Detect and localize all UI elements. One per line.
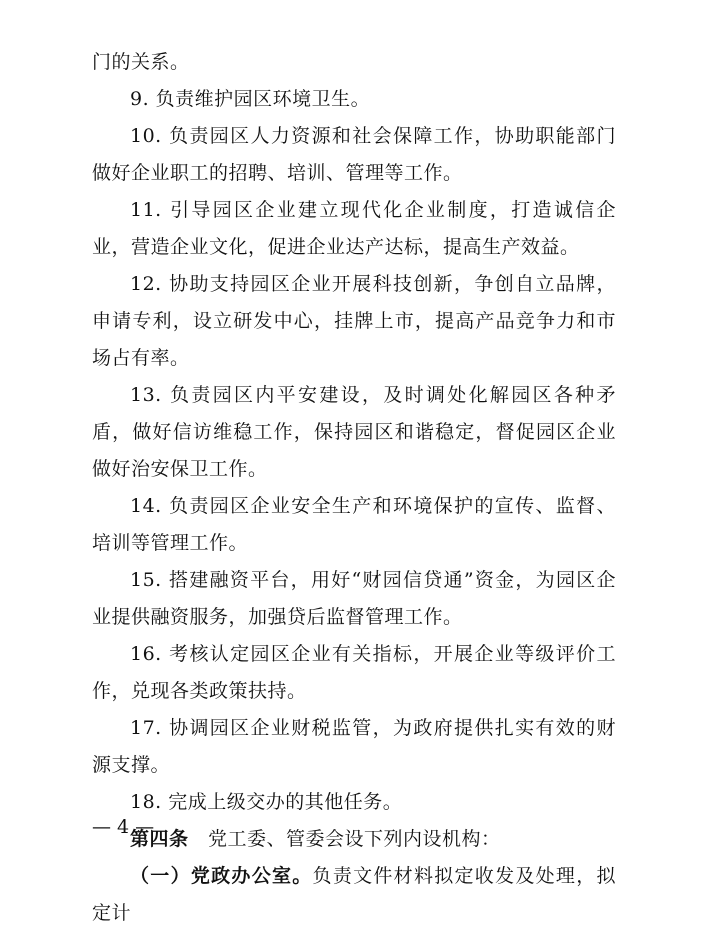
document-body: [92, 44, 616, 932]
section-1-heading: （一）党政办公室。: [130, 865, 313, 887]
paragraph-item-16: 16. 考核认定园区企业有关指标，开展企业等级评价工作，兑现各类政策扶持。: [92, 643, 616, 702]
paragraph-item-13: 13. 负责园区内平安建设，及时调处化解园区各种矛盾，做好信访维稳工作，保持园区和谐稳定，督促园区企业做好治安保卫工作。: [92, 384, 616, 480]
paragraph-item-18: 18. 完成上级交办的其他任务。: [130, 791, 403, 813]
section-1-paragraph: [92, 858, 616, 932]
paragraph-item-11: 11. 引导园区企业建立现代化企业制度，打造诚信企业，营造企业文化，促进企业达产达标，提高生产效益。: [92, 199, 616, 258]
article-4-text: 党工委、管委会设下列内设机构：: [188, 828, 501, 850]
paragraph-item-10: 10. 负责园区人力资源和社会保障工作，协助职能部门做好企业职工的招聘、培训、管理等工作。: [92, 125, 616, 184]
article-4-heading: 第四条: [130, 828, 189, 850]
paragraph-item-9: 9. 负责维护园区环境卫生。: [130, 88, 371, 110]
page-number: — 4 —: [92, 816, 155, 838]
paragraph-item-12: 12. 协助支持园区企业开展科技创新，争创自立品牌，申请专利，设立研发中心，挂牌上市，提高产品竞争力和市场占有率。: [92, 273, 616, 369]
paragraph-item-14: 14. 负责园区企业安全生产和环境保护的宣传、监督、培训等管理工作。: [92, 495, 616, 554]
paragraph-continuation: 门的关系。: [92, 51, 190, 73]
paragraph-item-17: 17. 协调园区企业财税监管，为政府提供扎实有效的财源支撑。: [92, 717, 616, 776]
paragraph-item-15: 15. 搭建融资平台，用好“财园信贷通”资金，为园区企业提供融资服务，加强贷后监督管理工作。: [92, 569, 616, 628]
article-4-paragraph: [92, 821, 616, 858]
section-1-text: 负责文件材料拟定收发及处理，拟定计: [92, 865, 616, 924]
